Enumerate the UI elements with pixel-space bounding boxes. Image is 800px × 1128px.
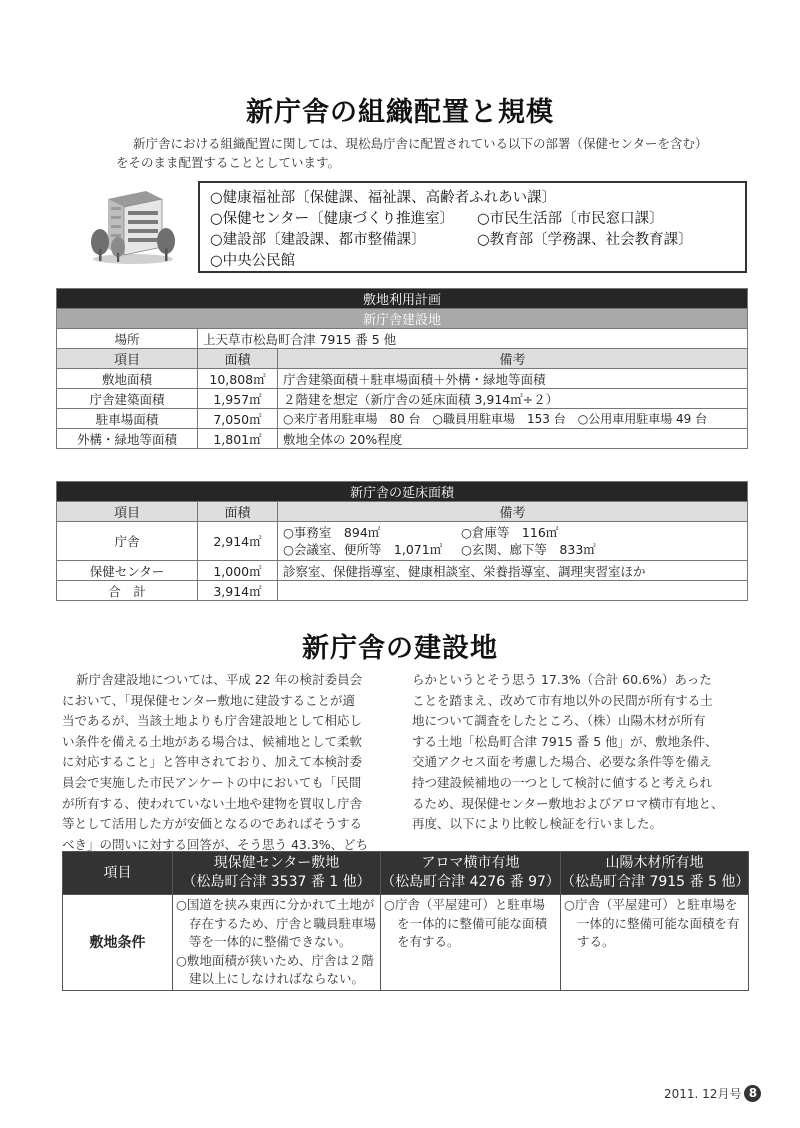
comparison-table [62, 851, 749, 991]
area-cell: 1,000㎡ [198, 561, 278, 581]
note-cell: 診察室、保健指導室、健康相談室、栄養指導室、調理実習室ほか [278, 561, 748, 581]
body-line: ことを踏まえ、改めて市有地以外の民間が所有する土 [412, 692, 713, 708]
item-cell: 外構・緑地等面積 [57, 429, 198, 449]
column-header: 備考 [278, 349, 748, 369]
body-line: い条件を備える土地がある場合は、候補地として柔軟 [62, 733, 363, 749]
candidate-header [173, 852, 381, 895]
body-line: 再度、以下により比較し検証を行いました。 [412, 816, 663, 832]
candidate-address: （松島町合津 7915 番 5 他） [561, 874, 750, 890]
intro-line: 新庁舎における組織配置に関しては、現松島庁舎に配置されている以下の部署（保健センターを含む） [133, 136, 708, 151]
location-label: 場所 [57, 329, 198, 349]
intro-line: をそのまま配置することとしています。 [116, 155, 341, 170]
body-line: 交通アクセス面を考慮した場合、必要な条件等を備え [412, 754, 712, 770]
section-title-site: 新庁舎の建設地 [302, 633, 498, 664]
body-line: 地について調査をしたところ、（株）山陽木材が所有 [412, 713, 706, 729]
department-item: ○教育部〔学務課、社会教育課〕 [477, 232, 693, 248]
candidate-name: 山陽木材所有地 [605, 855, 704, 871]
building-icon [88, 187, 178, 265]
item-cell: 敷地面積 [57, 369, 198, 389]
total-area: 3,914㎡ [198, 581, 278, 601]
candidate-address: （松島町合津 3537 番 1 他） [182, 874, 371, 890]
body-line: 新庁舎建設地については、平成 22 年の検討委員会 [76, 672, 363, 687]
table-header-row [63, 852, 749, 895]
condition-item: ○国道を挟み東西に分かれて土地が存在するため、庁舎と職員駐車場等を一体的に整備できない。 [176, 897, 377, 949]
item-cell: 駐車場面積 [57, 409, 198, 429]
column-header: 面積 [198, 349, 278, 369]
note-cell: 敷地全体の 20%程度 [278, 429, 748, 449]
note-cell [278, 522, 748, 561]
location-value: 上天草市松島町合津 7915 番 5 他 [198, 329, 748, 349]
table-row [57, 369, 748, 389]
column-header: 項目 [63, 852, 173, 895]
intro-paragraph [116, 134, 736, 172]
site-plan-table [56, 288, 748, 449]
issue-label: 2011. 12月号 [664, 1087, 742, 1101]
area-cell: 10,808㎡ [198, 369, 278, 389]
department-row [210, 230, 735, 251]
item-cell: 庁舎建築面積 [57, 389, 198, 409]
table-row [57, 389, 748, 409]
candidate-header [561, 852, 749, 895]
department-item: ○中央公民館 [210, 253, 296, 269]
condition-cell [173, 895, 381, 991]
department-row [210, 209, 735, 230]
body-line: において、「現保健センター敷地に建設することが適 [62, 692, 356, 708]
department-row [210, 188, 735, 209]
total-label: 合 計 [57, 581, 198, 601]
condition-item: ○庁舎（平屋建可）と駐車場を一体的に整備可能な面積を有する。 [564, 897, 740, 949]
department-item: ○保健センター〔健康づくり推進室〕 [210, 211, 455, 227]
room-item: ○倉庫等 116㎡ [461, 525, 559, 540]
section-title-organization: 新庁舎の組織配置と規模 [246, 97, 554, 128]
row-label: 敷地条件 [63, 895, 173, 991]
candidate-header [381, 852, 561, 895]
department-list-box [198, 181, 747, 273]
page-number: 8 [744, 1085, 761, 1102]
condition-item: ○庁舎（平屋建可）と駐車場を一体的に整備可能な面積を有する。 [384, 897, 548, 949]
body-line: るため、現保健センター敷地およびアロマ横市有地と、 [412, 795, 724, 811]
room-item: ○会議室、便所等 1,071㎡ [283, 542, 443, 557]
body-line: 員会で実施した市民アンケートの中においても「民間 [62, 774, 362, 790]
table-row [57, 522, 748, 561]
site-plan-title: 敷地利用計画 [57, 289, 748, 309]
body-line: らかというとそう思う 17.3%（合計 60.6%）あった [412, 672, 712, 687]
body-line: 持つ建設候補地の一つとして検討に値すると考えられ [412, 774, 713, 790]
table-row [57, 329, 748, 349]
note-cell [278, 581, 748, 601]
note-cell: 庁舎建築面積＋駐車場面積＋外構・緑地等面積 [278, 369, 748, 389]
body-column-right [412, 670, 738, 835]
condition-cell [381, 895, 561, 991]
body-line: 等として活用した方が安価となるのであればそうする [62, 816, 363, 832]
area-cell: 1,801㎡ [198, 429, 278, 449]
body-column-left [62, 670, 388, 855]
department-row [210, 251, 735, 272]
area-cell: 2,914㎡ [198, 522, 278, 561]
body-line: が所有する、使われていない土地や建物を買収し庁舎 [62, 795, 363, 811]
table-row [63, 895, 749, 991]
table-row [57, 409, 748, 429]
item-cell: 庁舎 [57, 522, 198, 561]
table-header-row [57, 502, 748, 522]
room-item: ○玄関、廊下等 833㎡ [461, 542, 596, 557]
floor-area-table [56, 481, 748, 601]
candidate-name: アロマ横市有地 [421, 855, 520, 871]
column-header: 項目 [57, 349, 198, 369]
candidate-address: （松島町合津 4276 番 97） [381, 874, 560, 890]
table-header-row [57, 349, 748, 369]
body-line: 当であるが、当該土地よりも庁舎建設地として相応し [62, 713, 363, 729]
page-footer [664, 1085, 761, 1102]
body-line: に対応すること」と答申されており、加えて本検討委 [62, 754, 363, 770]
item-cell: 保健センター [57, 561, 198, 581]
column-header: 備考 [278, 502, 748, 522]
department-item: ○健康福祉部〔保健課、福祉課、高齢者ふれあい課〕 [210, 190, 557, 206]
floor-area-title: 新庁舎の延床面積 [57, 482, 748, 502]
body-line: する土地「松島町合津 7915 番 5 他」が、敷地条件、 [412, 733, 718, 749]
column-header: 項目 [57, 502, 198, 522]
table-row [57, 429, 748, 449]
note-cell: ２階建を想定（新庁舎の延床面積 3,914㎡÷２） [278, 389, 748, 409]
table-row [57, 581, 748, 601]
area-cell: 1,957㎡ [198, 389, 278, 409]
candidate-name: 現保健センター敷地 [213, 855, 340, 871]
column-header: 面積 [198, 502, 278, 522]
site-plan-subtitle: 新庁舎建設地 [57, 309, 748, 329]
condition-item: ○敷地面積が狭いため、庁舎は２階建以上にしなければならない。 [176, 952, 374, 986]
body-line: べき」の問いに対する回答が、そう思う 43.3%、どち [62, 836, 369, 852]
area-cell: 7,050㎡ [198, 409, 278, 429]
note-cell: ○来庁者用駐車場 80 台 ○職員用駐車場 153 台 ○公用車用駐車場 49 台 [278, 409, 748, 429]
department-item: ○市民生活部〔市民窓口課〕 [477, 211, 664, 227]
table-row [57, 561, 748, 581]
department-item: ○建設部〔建設課、都市整備課〕 [210, 232, 426, 248]
room-item: ○事務室 894㎡ [283, 525, 381, 540]
condition-cell [561, 895, 749, 991]
